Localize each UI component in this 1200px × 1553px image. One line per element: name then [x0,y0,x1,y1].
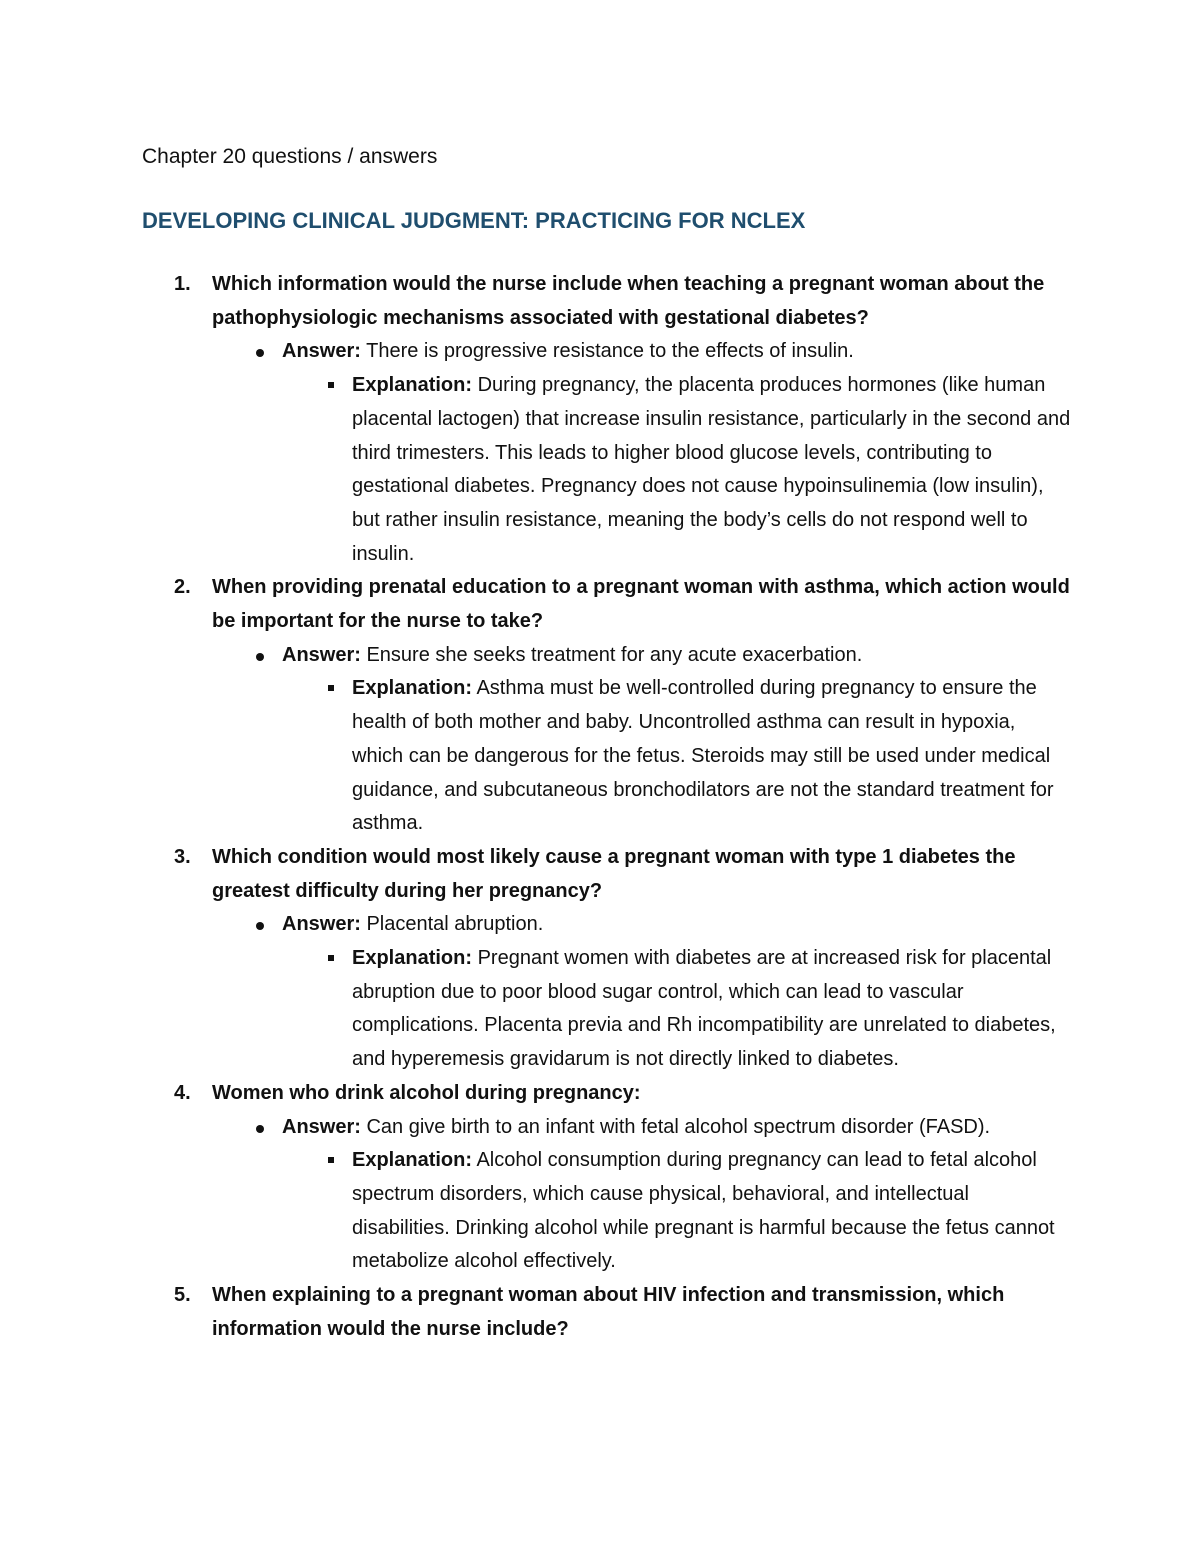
answer-label: Answer: [282,913,361,936]
answer-item [212,335,1072,571]
question-number: 3. [174,845,191,868]
explanation-label: Explanation: [352,374,473,397]
answer-label: Answer: [282,1115,361,1138]
answer-text: Ensure she seeks treatment for any acute exacerbation. [366,643,863,666]
answer-item [212,1111,1072,1280]
question-number: 1. [174,273,191,295]
answer-text: There is progressive resistance to the effects of insulin. [366,340,854,363]
answer-item [212,908,1072,1077]
question-text: When providing prenatal education to a pregnant woman with asthma, which action would be important for the nurse to take? [212,576,1070,633]
question-text: Women who drink alcohol during pregnancy: [212,1081,641,1104]
explanation-item [282,672,1072,841]
explanation-text: Pregnant women with diabetes are at increased risk for placental abruption due to poor blood sugar control, which can lead to vascular complications. Placenta previa and Rh incompatibility are unrelated to diabetes, and hyperemesis gravidarum is not directly linked to diabetes. [352,947,1056,1071]
explanation-item [282,1144,1072,1279]
question-item [142,571,1072,841]
square-bullet-icon [328,685,334,691]
question-number: 2. [174,576,191,599]
answer-label: Answer: [282,643,361,666]
question-item [142,841,1072,1077]
square-bullet-icon [328,1157,334,1163]
bullet-icon [256,653,264,661]
question-item [142,268,1072,571]
question-number: 5. [174,1284,191,1307]
question-item [142,1279,1072,1346]
question-text: Which condition would most likely cause a pregnant woman with type 1 diabetes the greatest difficulty during her pregnancy? [212,845,1016,902]
answer-text: Placental abruption. [366,913,544,936]
section-heading: DEVELOPING CLINICAL JUDGMENT: PRACTICING FOR NCLEX [142,208,806,233]
question-item [142,1077,1072,1279]
square-bullet-icon [328,955,334,961]
document-title: Chapter 20 questions / answers [142,145,438,168]
answer-item [212,639,1072,841]
question-list [142,268,1072,1347]
explanation-label: Explanation: [352,1149,473,1172]
question-text: Which information would the nurse include when teaching a pregnant woman about the pathophysiologic mechanisms associated with gestational diabetes? [212,273,1045,329]
explanation-label: Explanation: [352,677,473,700]
explanation-text: Asthma must be well-controlled during pregnancy to ensure the health of both mother and baby. Uncontrolled asthma can result in hypoxia, which can be dangerous for the fetus. Steroids may still be used under medical guidance, and subcutaneous bronchodilators are not the standard treatment for asthma. [352,677,1054,835]
square-bullet-icon [328,382,334,388]
answer-text: Can give birth to an infant with fetal alcohol spectrum disorder (FASD). [366,1115,991,1138]
question-text: When explaining to a pregnant woman about HIV infection and transmission, which information would the nurse include? [212,1284,1005,1340]
answer-label: Answer: [282,340,361,363]
explanation-label: Explanation: [352,947,473,970]
explanation-item [282,942,1072,1077]
bullet-icon [256,349,264,357]
bullet-icon [256,1125,264,1133]
explanation-item [282,369,1072,571]
bullet-icon [256,922,264,930]
explanation-text: During pregnancy, the placenta produces hormones (like human placental lactogen) that increase insulin resistance, particularly in the second and third trimesters. This leads to higher blood glucose levels, contributing to gestational diabetes. Pregnancy does not cause hypoinsulinemia (low insulin), but rather insulin resistance, meaning the body’s cells do not respond well to insulin. [352,374,1071,565]
explanation-text: Alcohol consumption during pregnancy can lead to fetal alcohol spectrum disorders, which cause physical, behavioral, and intellectual disabilities. Drinking alcohol while pregnant is harmful because the fetus cannot metabolize alcohol effectively. [352,1149,1055,1273]
question-number: 4. [174,1081,191,1104]
